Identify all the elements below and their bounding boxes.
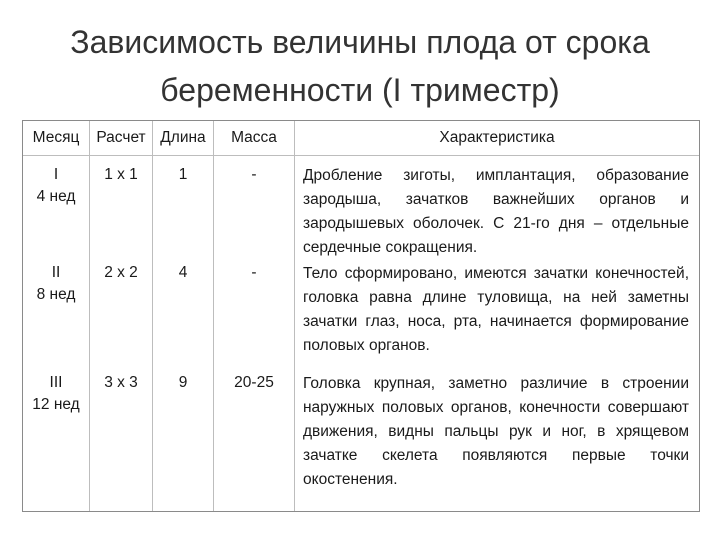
cell-description: Дробление зиготы, имплантация, образование зародыша, зачатков важнейших органов и зародышевых оболочек. С 21-го дня – отдельные сердечные сокращения. — [303, 167, 689, 256]
cell-month — [23, 260, 90, 370]
cell-description: Головка крупная, заметно различие в строении наружных половых органов, конечности совершают движения, видны пальцы рук и ног, в хрящевом зачатке скелета появляются первые точки окостенения. — [303, 375, 689, 488]
data-table — [23, 121, 699, 511]
cell-mass: - — [214, 260, 295, 370]
table-row — [23, 260, 699, 370]
fetal-growth-table — [22, 120, 700, 512]
cell-calc: 1 х 1 — [90, 156, 153, 261]
month-roman: I — [53, 166, 59, 183]
header-description: Характеристика — [295, 121, 700, 156]
header-length: Длина — [153, 121, 214, 156]
cell-description: Тело сформировано, имеются зачатки конечностей, головка равна длине туловища, на ней заметны зачатки глаз, носа, рта, начинается формирование половых органов. — [303, 265, 689, 354]
cell-calc: 3 х 3 — [90, 370, 153, 511]
table-row — [23, 156, 699, 261]
cell-length: 9 — [153, 370, 214, 511]
table-row — [23, 370, 699, 511]
header-calc: Расчет — [90, 121, 153, 156]
month-weeks: 8 нед — [36, 286, 76, 303]
header-month: Месяц — [23, 121, 90, 156]
month-weeks: 4 нед — [36, 188, 76, 205]
header-mass: Масса — [214, 121, 295, 156]
title-line-2: беременности (I триместр) — [160, 72, 560, 108]
table-header-row — [23, 121, 699, 156]
cell-mass: 20-25 — [214, 370, 295, 511]
cell-calc: 2 х 2 — [90, 260, 153, 370]
cell-month — [23, 156, 90, 261]
cell-mass: - — [214, 156, 295, 261]
cell-length: 1 — [153, 156, 214, 261]
cell-length: 4 — [153, 260, 214, 370]
cell-month — [23, 370, 90, 511]
month-roman: III — [49, 374, 63, 391]
page-title — [0, 18, 720, 114]
title-line-1: Зависимость величины плода от срока — [70, 24, 650, 60]
month-roman: II — [51, 264, 61, 281]
month-weeks: 12 нед — [32, 396, 80, 413]
